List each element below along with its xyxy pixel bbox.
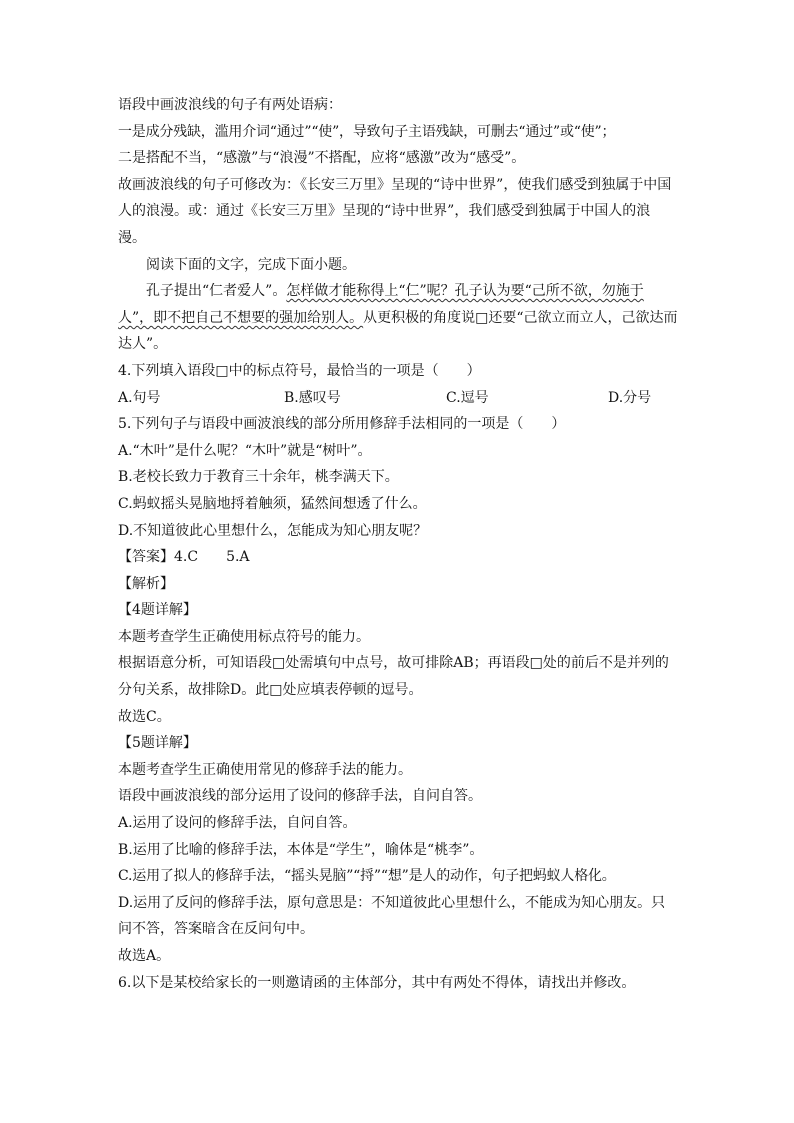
q4-option-b: B.感叹号: [284, 389, 341, 406]
detail-5-header: 【5题详解】: [118, 735, 197, 752]
question-5-stem: 5.下列句子与语段中画波浪线的部分所用修辞手法相同的一项是（ ）: [118, 416, 566, 433]
q5-option-d: D.不知道彼此心里想什么，怎能成为知心朋友呢？: [118, 522, 428, 539]
analysis-point-2: 二是搭配不当，“感激”与“浪漫”不搭配，应将“感激”改为“感受”。: [118, 150, 526, 167]
analysis-point-1: 一是成分残缺，滥用介词“通过”“使”，导致句子主语残缺，可删去“通过”或“使”；: [118, 123, 616, 140]
q5-option-a: A.“木叶”是什么呢？“木叶”就是“树叶”。: [118, 442, 372, 459]
q4-option-d: D.分号: [608, 389, 652, 406]
document-page: [118, 92, 678, 996]
detail-5-conclusion: 故选A。: [118, 948, 171, 964]
question-4-stem: 4.下列填入语段□中的标点符号，最恰当的一项是（ ）: [118, 362, 481, 379]
detail-5-line-1: 本题考查学生正确使用常见的修辞手法的能力。: [118, 761, 412, 778]
analysis-intro: 语段中画波浪线的句子有两处语病：: [118, 97, 342, 113]
detail-4-conclusion: 故选C。: [118, 708, 171, 725]
question-4-options: [118, 385, 678, 412]
detail-5-option-d: D.运用了反问的修辞手法，原句意思是：不知道彼此心里想什么，不能成为知心朋友。只问不答，答案暗含在反问句中。: [118, 894, 666, 938]
question-6-stem: 6.以下是某校给家长的一则邀请函的主体部分，其中有两处不得体，请找出并修改。: [118, 974, 636, 991]
analysis-header: 【解析】: [118, 575, 174, 592]
reading-instruction: 阅读下面的文字，完成下面小题。: [146, 256, 356, 273]
detail-5-option-c: C.运用了拟人的修辞手法，“摇头晃脑”“捋”“想”是人的动作，句子把蚂蚁人格化。: [118, 868, 616, 885]
reading-passage: [118, 278, 678, 358]
analysis-revision: 故画波浪线的句子可修改为：《长安三万里》呈现的“诗中世界”，使我们感受到独属于中国人的浪漫。或：通过《长安三万里》呈现的“诗中世界”，我们感受到独属于中国人的浪漫。: [118, 176, 672, 246]
passage-wavy-underlined: 怎样做才能称得上“仁”呢？孔子认为要“己所不欲，勿施于人”，即不把自己不想要的强加给别人。: [118, 283, 644, 326]
passage-plain-end: 从更积极的角度说□还要“己欲立而立人，己欲达而达人”。: [118, 309, 678, 353]
detail-5-option-b: B.运用了比喻的修辞手法，本体是“学生”，喻体是“桃李”。: [118, 841, 484, 858]
q4-option-c: C.逗号: [446, 389, 489, 406]
q4-option-a: A.句号: [118, 389, 161, 406]
passage-plain-start: 孔子提出“仁者爱人”。: [146, 283, 287, 300]
detail-4-line-2: 根据语意分析，可知语段□处需填句中点号，故可排除AB；再语段□处的前后不是并列的分句关系，故排除D。此□处应填表停顿的逗号。: [118, 655, 669, 699]
detail-4-header: 【4题详解】: [118, 602, 197, 619]
q5-option-b: B.老校长致力于教育三十余年，桃李满天下。: [118, 469, 399, 486]
q5-option-c: C.蚂蚁摇头晃脑地捋着触须，猛然间想透了什么。: [118, 495, 427, 512]
answer-line: 【答案】4.C 5.A: [118, 549, 250, 566]
detail-5-line-2: 语段中画波浪线的部分运用了设问的修辞手法，自问自答。: [118, 788, 482, 805]
detail-5-option-a: A.运用了设问的修辞手法，自问自答。: [118, 815, 357, 832]
detail-4-line-1: 本题考查学生正确使用标点符号的能力。: [118, 628, 370, 645]
